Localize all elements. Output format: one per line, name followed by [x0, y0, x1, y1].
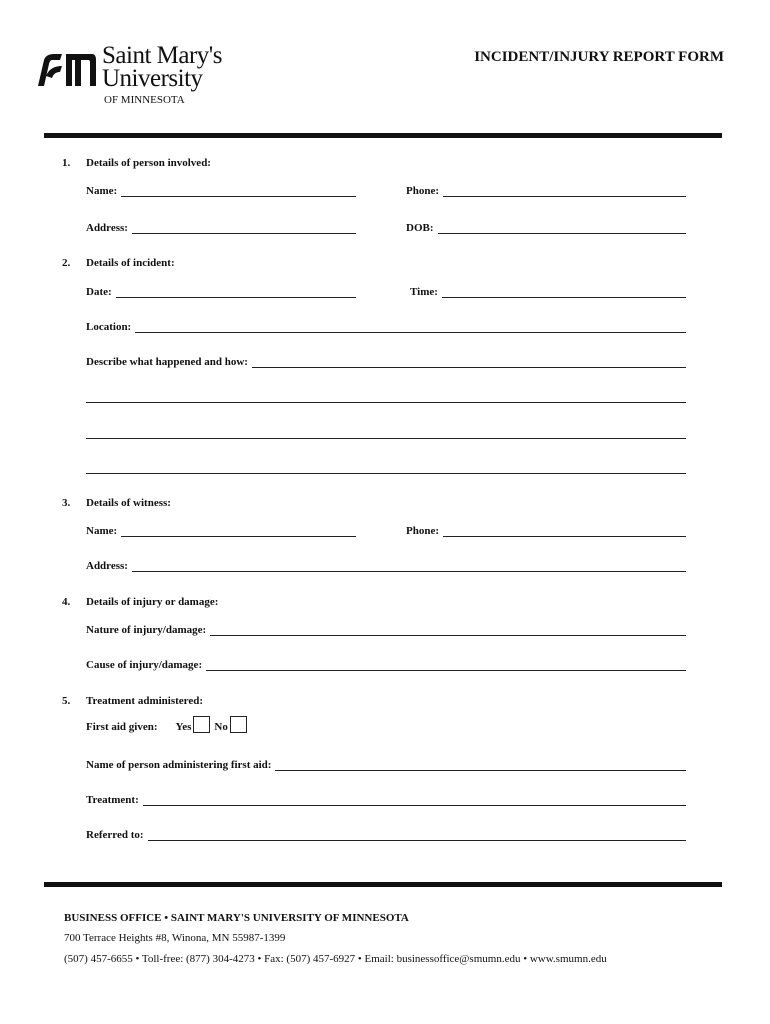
field-label: First aid given:: [86, 721, 158, 733]
witness-name-field[interactable]: [86, 525, 356, 537]
field-line[interactable]: [275, 760, 686, 771]
describe-line[interactable]: [86, 463, 686, 474]
section-title: Details of injury or damage:: [86, 596, 219, 608]
field-line[interactable]: [121, 526, 356, 537]
witness-address-field[interactable]: [86, 560, 686, 572]
field-line[interactable]: [132, 223, 356, 234]
field-label: Name:: [86, 185, 118, 197]
administering-field[interactable]: [86, 759, 686, 771]
field-label: Address:: [86, 222, 128, 234]
field-label: Location:: [86, 321, 132, 333]
nature-field[interactable]: [86, 624, 686, 636]
cause-field[interactable]: [86, 659, 686, 671]
location-field[interactable]: [86, 321, 686, 333]
field-label: Describe what happened and how:: [86, 356, 248, 368]
referred-field[interactable]: [86, 829, 686, 841]
field-line[interactable]: [132, 561, 686, 572]
date-field[interactable]: [86, 286, 356, 298]
section-title: Treatment administered:: [86, 695, 204, 707]
field-line[interactable]: [148, 830, 686, 841]
yes-checkbox[interactable]: [193, 716, 210, 733]
field-label: Cause of injury/damage:: [86, 659, 203, 671]
no-label: No: [214, 721, 228, 733]
yes-label: Yes: [175, 721, 192, 733]
logo-subtext: OF MINNESOTA: [104, 94, 185, 106]
describe-field[interactable]: [86, 356, 686, 368]
logo-text: Saint Mary's University: [102, 42, 223, 92]
name-field[interactable]: [86, 185, 356, 197]
field-line[interactable]: [443, 526, 686, 537]
time-field[interactable]: [410, 286, 686, 298]
top-divider: [44, 133, 722, 138]
first-aid-field: [86, 716, 251, 733]
witness-phone-field[interactable]: [406, 525, 686, 537]
field-label: Name of person administering first aid:: [86, 759, 272, 771]
field-label: Address:: [86, 560, 128, 572]
field-line[interactable]: [443, 186, 686, 197]
treatment-field[interactable]: [86, 794, 686, 806]
field-label: Name:: [86, 525, 118, 537]
field-line[interactable]: [143, 795, 686, 806]
field-label: Referred to:: [86, 829, 144, 841]
section-number: 1.: [62, 157, 71, 169]
no-checkbox[interactable]: [230, 716, 247, 733]
field-line[interactable]: [135, 322, 686, 333]
footer-address: 700 Terrace Heights #8, Winona, MN 55987-1399: [64, 932, 286, 944]
field-line[interactable]: [116, 287, 356, 298]
field-label: Time:: [410, 286, 438, 298]
address-field[interactable]: [86, 222, 356, 234]
section-title: Details of incident:: [86, 257, 175, 269]
bottom-divider: [44, 882, 722, 887]
phone-field[interactable]: [406, 185, 686, 197]
dob-field[interactable]: [406, 222, 686, 234]
field-line[interactable]: [121, 186, 356, 197]
field-line[interactable]: [206, 660, 686, 671]
section-number: 2.: [62, 257, 71, 269]
field-line[interactable]: [252, 357, 686, 368]
field-label: Phone:: [406, 525, 439, 537]
field-label: DOB:: [406, 222, 434, 234]
smu-logo-icon: [36, 52, 96, 88]
field-label: Phone:: [406, 185, 439, 197]
field-label: Nature of injury/damage:: [86, 624, 207, 636]
field-label: Date:: [86, 286, 112, 298]
section-number: 3.: [62, 497, 71, 509]
section-title: Details of person involved:: [86, 157, 211, 169]
form-title: INCIDENT/INJURY REPORT FORM: [474, 49, 724, 65]
field-line[interactable]: [210, 625, 686, 636]
footer-contact: (507) 457-6655 • Toll-free: (877) 304-4273 • Fax: (507) 457-6927 • Email: businessoffice@smumn.edu • www.smumn.edu: [64, 953, 607, 965]
field-line[interactable]: [438, 223, 687, 234]
section-title: Details of witness:: [86, 497, 171, 509]
describe-line[interactable]: [86, 428, 686, 439]
describe-line[interactable]: [86, 392, 686, 403]
section-number: 5.: [62, 695, 71, 707]
field-label: Treatment:: [86, 794, 139, 806]
field-line[interactable]: [442, 287, 686, 298]
section-number: 4.: [62, 596, 71, 608]
footer-office: BUSINESS OFFICE • SAINT MARY'S UNIVERSITY OF MINNESOTA: [64, 912, 409, 924]
